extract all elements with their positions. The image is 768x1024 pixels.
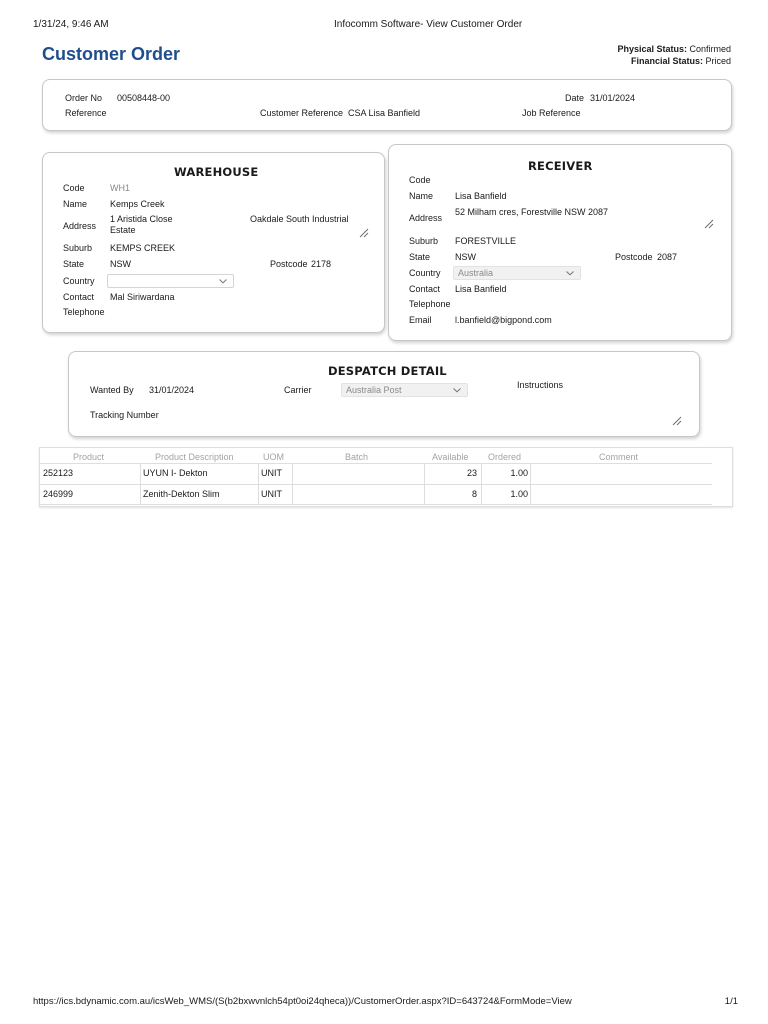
warehouse-suburb-value: KEMPS CREEK [110,243,176,253]
header-product: Product [73,452,105,462]
cell-ordered: 1.00 [510,489,528,499]
warehouse-title: WAREHOUSE [174,165,259,179]
receiver-email-label: Email [409,315,432,325]
financial-status-label: Financial Status: [630,56,703,66]
receiver-name-label: Name [409,191,434,201]
order-header-panel [42,79,732,131]
customer-reference-label: Customer Reference [260,108,344,118]
print-page-title: Infocomm Software- View Customer Order [334,19,523,30]
carrier-label: Carrier [284,385,312,395]
warehouse-state-value: NSW [110,259,131,269]
job-reference-label: Job Reference [522,108,581,118]
date-value: 31/01/2024 [590,93,636,103]
receiver-country-value: Australia [458,268,494,278]
warehouse-contact-label: Contact [63,292,95,302]
instructions-label: Instructions [517,380,564,390]
receiver-name-value: Lisa Banfield [455,191,507,201]
order-no-value: 00508448-00 [117,93,171,103]
receiver-postcode-value: 2087 [657,252,678,262]
header-product-description: Product Description [155,452,234,462]
warehouse-code-value: WH1 [110,183,130,193]
header-batch: Batch [345,452,369,462]
warehouse-name-value: Kemps Creek [110,199,165,209]
header-uom: UOM [263,452,284,462]
footer-url: https://ics.bdynamic.com.au/icsWeb_WMS/(S(b2bxwvnlch54pt0oi24qheca))/CustomerOrder.aspx?ID=643724&FormMode=View [33,996,572,1007]
resize-grip-icon[interactable] [704,219,714,229]
warehouse-contact-value: Mal Siriwardana [110,292,175,302]
carrier-value: Australia Post [346,385,402,395]
date-label: Date [565,93,585,103]
receiver-address-label: Address [409,213,443,223]
receiver-contact-label: Contact [409,284,441,294]
cell-uom: UNIT [261,468,282,478]
carrier-select[interactable] [341,383,468,397]
customer-reference-value: CSA Lisa Banfield [348,108,421,118]
financial-status [631,56,731,66]
receiver-country-label: Country [409,268,441,278]
warehouse-address-line2: Estate [110,225,136,235]
cell-uom: UNIT [261,489,282,499]
cell-product: 246999 [43,489,74,499]
cell-available: 8 [471,489,477,499]
order-lines-table [39,447,733,507]
chevron-down-icon [218,276,228,286]
warehouse-country-label: Country [63,276,95,286]
header-available: Available [432,452,469,462]
cell-description: UYUN I- Dekton [143,468,208,478]
table-row[interactable] [40,463,712,484]
receiver-postcode-label: Postcode [615,252,653,262]
receiver-country-select[interactable] [453,266,581,280]
page-title: Customer Order [42,44,181,64]
warehouse-address-line1b: Oakdale South Industrial [250,214,349,224]
tracking-number-label: Tracking Number [90,410,159,420]
resize-grip-icon[interactable] [672,416,682,426]
footer-page-number: 1/1 [724,996,738,1007]
print-datetime: 1/31/24, 9:46 AM [33,19,109,30]
receiver-contact-value: Lisa Banfield [455,284,507,294]
receiver-suburb-label: Suburb [409,236,439,246]
warehouse-telephone-label: Telephone [63,307,105,317]
cell-product: 252123 [43,468,74,478]
physical-status [617,44,731,54]
cell-description: Zenith-Dekton Slim [143,489,220,499]
resize-grip-icon[interactable] [359,228,369,238]
financial-status-value: Priced [705,56,731,66]
warehouse-suburb-label: Suburb [63,243,93,253]
chevron-down-icon [452,385,462,395]
physical-status-label: Physical Status: [617,44,687,54]
warehouse-postcode-label: Postcode [270,259,308,269]
wanted-by-value: 31/01/2024 [149,385,195,395]
physical-status-value: Confirmed [689,44,731,54]
warehouse-address-label: Address [63,221,97,231]
warehouse-code-label: Code [63,183,85,193]
table-row[interactable] [40,484,712,505]
receiver-email-value: l.banfield@bigpond.com [455,315,552,325]
reference-label: Reference [65,108,107,118]
warehouse-name-label: Name [63,199,88,209]
warehouse-country-select[interactable] [107,274,234,288]
cell-ordered: 1.00 [510,468,528,478]
receiver-code-label: Code [409,175,431,185]
warehouse-panel [42,152,385,333]
warehouse-state-label: State [63,259,85,269]
header-comment: Comment [599,452,639,462]
receiver-panel [388,144,732,341]
receiver-state-value: NSW [455,252,476,262]
receiver-state-label: State [409,252,431,262]
order-no-label: Order No [65,93,103,103]
header-ordered: Ordered [488,452,522,462]
receiver-telephone-label: Telephone [409,299,451,309]
despatch-title: DESPATCH DETAIL [328,364,447,378]
warehouse-postcode-value: 2178 [311,259,332,269]
warehouse-address-line1: 1 Aristida Close [110,214,173,224]
receiver-address-value: 52 Milham cres, Forestville NSW 2087 [455,207,609,217]
cell-available: 23 [466,468,477,478]
wanted-by-label: Wanted By [90,385,134,395]
receiver-title: RECEIVER [528,159,593,173]
receiver-suburb-value: FORESTVILLE [455,236,517,246]
chevron-down-icon [565,268,575,278]
despatch-panel [68,351,700,437]
